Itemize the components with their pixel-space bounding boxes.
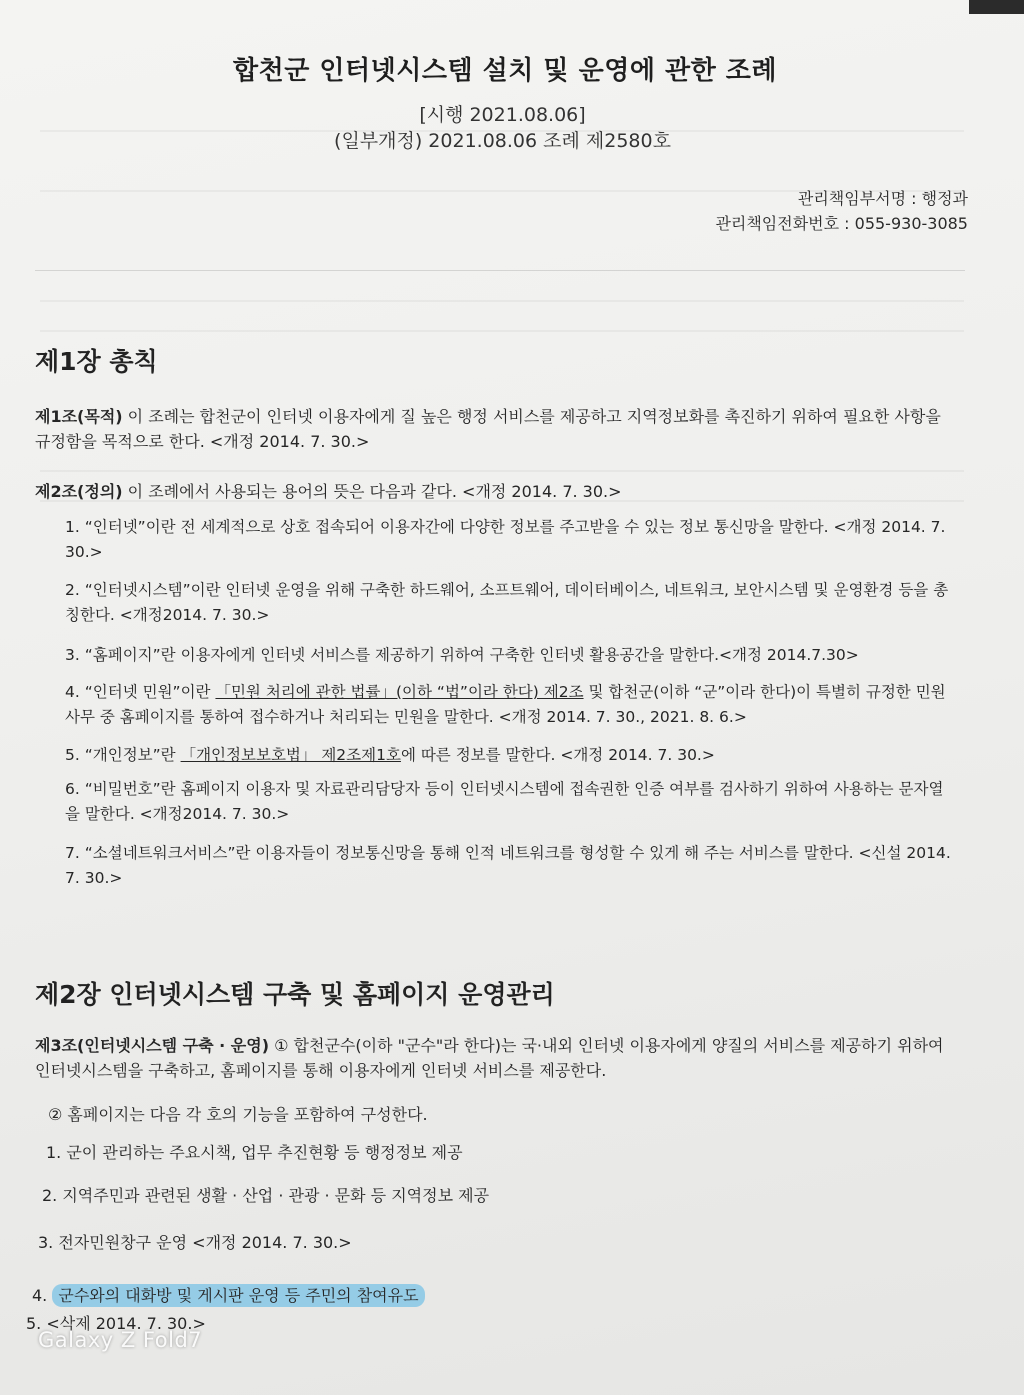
function-item-3: 3. 전자민원창구 운영 <개정 2014. 7. 30.> [38, 1233, 352, 1252]
document-title: 합천군 인터넷시스템 설치 및 운영에 관한 조례 [232, 56, 777, 86]
article-3 [35, 1033, 950, 1083]
article-2 [35, 479, 955, 504]
responsible-department: 관리책임부서명 : 행정과 [797, 189, 968, 208]
effective-date: [시행 2021.08.06] [419, 104, 586, 126]
amendment-info: (일부개정) 2021.08.06 조례 제2580호 [334, 130, 671, 152]
article-1 [35, 404, 955, 454]
definition-4-body: 및 합천군(이하 “군”이라 한다)이 특별히 규정한 민원사무 중 홈페이지를 통하여 접수하거나 처리되는 민원을 말한다. <개정 2014. 7. 30., 2021. 8. 6.> [65, 683, 946, 726]
definition-5 [65, 743, 955, 768]
article-3-paragraph-2: ② 홈페이지는 다음 각 호의 기능을 포함하여 구성한다. [48, 1105, 428, 1124]
highlighted-text: 군수와의 대화방 및 게시판 운영 등 주민의 참여유도 [52, 1284, 424, 1307]
article-2-label: 제2조(정의) [35, 482, 123, 501]
chapter-2-heading: 제2장 인터넷시스템 구축 및 홈페이지 운영관리 [35, 980, 555, 1009]
function-item-1: 1. 군이 관리하는 주요시책, 업무 추진현황 등 행정정보 제공 [46, 1143, 463, 1162]
function-item-5: 5. <삭제 2014. 7. 30.> [26, 1314, 206, 1333]
divider [35, 270, 965, 271]
function-item-4 [32, 1283, 425, 1308]
responsible-phone: 관리책임전화번호 : 055-930-3085 [715, 214, 968, 233]
camera-watermark: Galaxy Z Fold7 [38, 1328, 203, 1352]
article-1-text: 이 조례는 합천군이 인터넷 이용자에게 질 높은 행정 서비스를 제공하고 지역정보화를 촉진하기 위하여 필요한 사항을 규정함을 목적으로 한다. <개정 2014. 7. 30.> [35, 407, 941, 451]
article-3-label: 제3조(인터넷시스템 구축 · 운영) [35, 1036, 270, 1055]
definition-4-intro: 4. “인터넷 민원”이란 [65, 683, 216, 701]
definition-4 [65, 680, 955, 730]
law-reference-link[interactable]: 「민원 처리에 관한 법률」(이하 “법”이라 한다) 제2조 [215, 683, 584, 701]
function-item-4-number: 4. [32, 1286, 53, 1305]
page-edge-shadow [969, 0, 1024, 14]
definition-6: 6. “비밀번호”란 홈페이지 이용자 및 자료관리담당자 등이 인터넷시스템에 접속권한 인증 여부를 검사하기 위하여 사용하는 문자열을 말한다. <개정2014. 7. 30.> [65, 780, 944, 823]
definition-5-body: 에 따른 정보를 말한다. <개정 2014. 7. 30.> [400, 746, 715, 764]
definition-7: 7. “소셜네트워크서비스”란 이용자들이 정보통신망을 통해 인적 네트워크를 형성할 수 있게 해 주는 서비스를 말한다. <신설 2014. 7. 30.> [65, 844, 951, 887]
definition-1: 1. “인터넷”이란 전 세계적으로 상호 접속되어 이용자간에 다양한 정보를 주고받을 수 있는 정보 통신망을 말한다. <개정 2014. 7. 30.> [65, 518, 946, 561]
definition-2: 2. “인터넷시스템”이란 인터넷 운영을 위해 구축한 하드웨어, 소프트웨어, 데이터베이스, 네트워크, 보안시스템 및 운영환경 등을 총칭한다. <개정2014. 7. 30.> [65, 581, 949, 624]
chapter-1-heading: 제1장 총칙 [35, 347, 158, 376]
article-2-text: 이 조례에서 사용되는 용어의 뜻은 다음과 같다. <개정 2014. 7. 30.> [122, 482, 622, 501]
definition-5-intro: 5. “개인정보”란 [65, 746, 181, 764]
function-item-2: 2. 지역주민과 관련된 생활 · 산업 · 관광 · 문화 등 지역정보 제공 [42, 1186, 490, 1205]
article-1-label: 제1조(목적) [35, 407, 123, 426]
privacy-law-link[interactable]: 「개인정보보호법」 제2조제1호 [180, 746, 401, 764]
article-3-text: ① 합천군수(이하 "군수"라 한다)는 국·내외 인터넷 이용자에게 양질의 서비스를 제공하기 위하여 인터넷시스템을 구축하고, 홈페이지를 통해 이용자에게 인터넷 서비스를 제공한다. [35, 1036, 944, 1080]
definition-3: 3. “홈페이지”란 이용자에게 인터넷 서비스를 제공하기 위하여 구축한 인터넷 활용공간을 말한다.<개정 2014.7.30> [65, 646, 859, 664]
